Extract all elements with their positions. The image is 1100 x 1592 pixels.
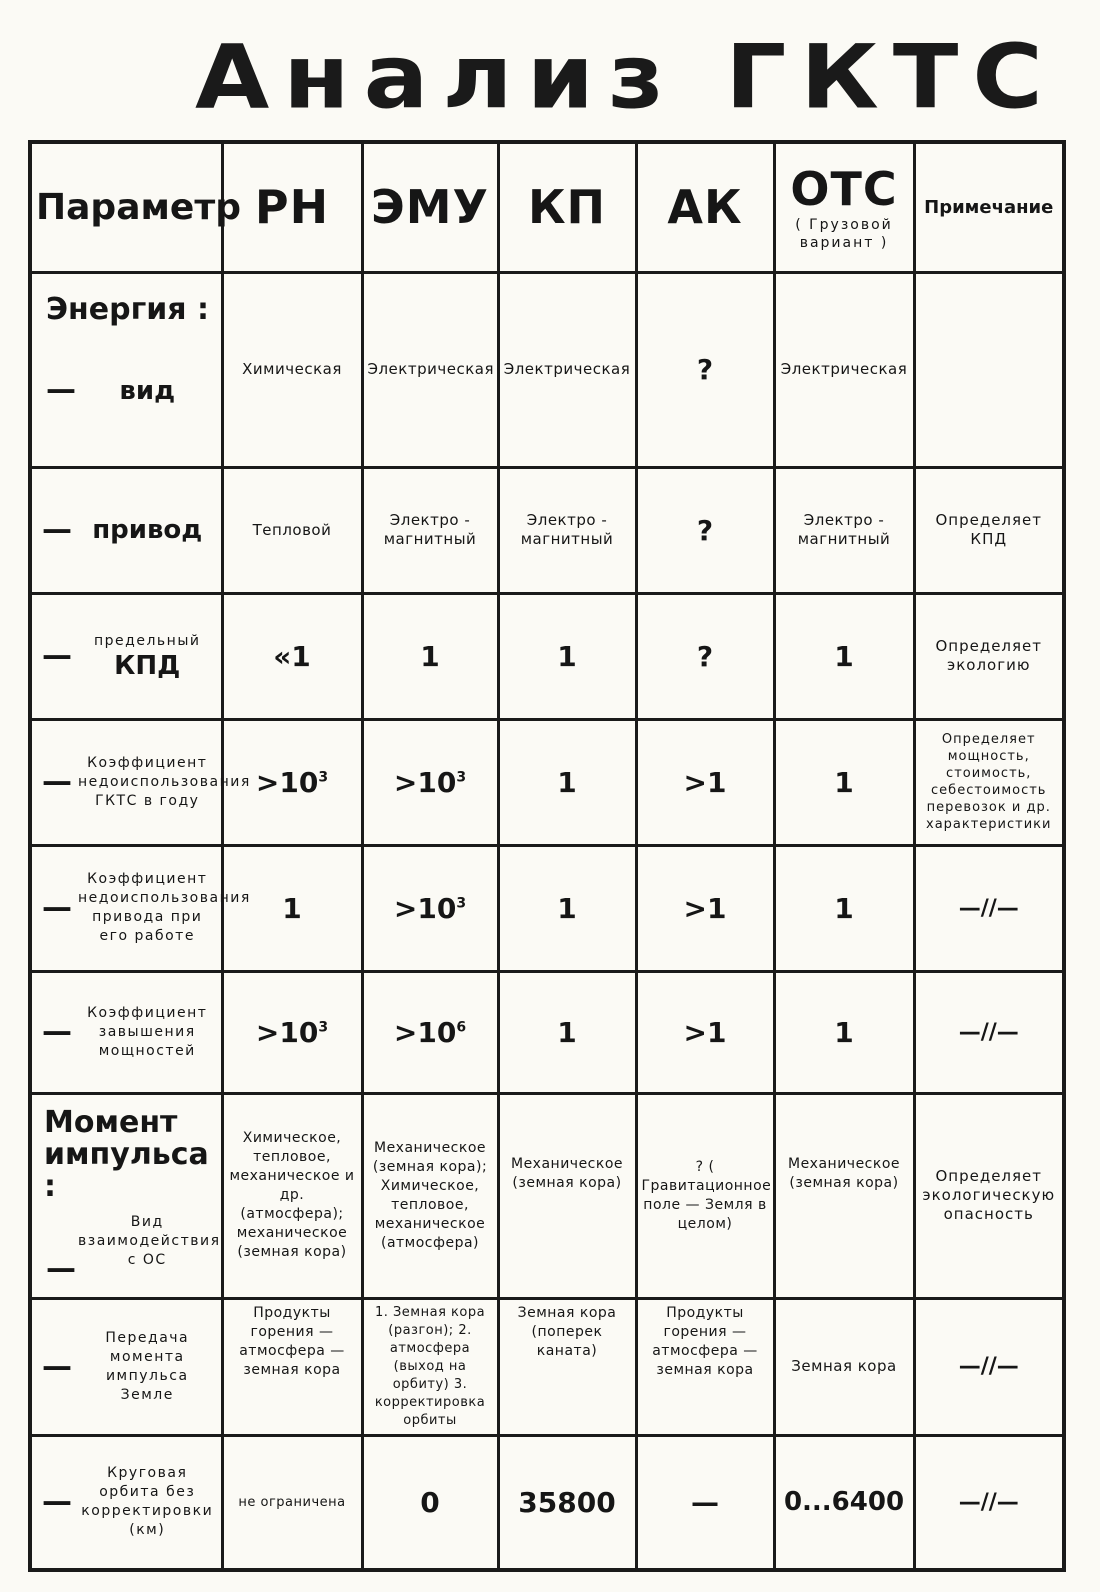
value-cell: не ограничена bbox=[222, 1435, 362, 1570]
header-ots-label: ОТС bbox=[790, 162, 898, 217]
value-cell: Химическая bbox=[222, 272, 362, 467]
param-cell bbox=[30, 1435, 222, 1570]
param-label-small: предельный bbox=[94, 632, 201, 649]
value-cell: Электрическая bbox=[362, 272, 498, 467]
value-cell: ? bbox=[636, 593, 774, 719]
param-label: Коэффициент завышения мощностей bbox=[87, 1004, 208, 1059]
value-cell: 1 bbox=[774, 719, 914, 845]
param-cell bbox=[30, 1093, 222, 1298]
value-cell: Химическое, тепловое, механическое и др. (атмосфера); механическое (земная кора) bbox=[222, 1093, 362, 1298]
table-row bbox=[30, 1298, 1064, 1435]
table-row bbox=[30, 272, 1064, 467]
dash: — bbox=[42, 1484, 72, 1520]
param-label bbox=[78, 632, 217, 681]
dash: — bbox=[42, 1014, 72, 1050]
value-cell: $>10^3$ bbox=[222, 719, 362, 845]
header-col-ak: АК bbox=[636, 142, 774, 272]
value-cell: 0 bbox=[362, 1435, 498, 1570]
header-param: Параметр bbox=[30, 142, 222, 272]
header-col-rn: РН bbox=[222, 142, 362, 272]
note-cell: —//— bbox=[914, 971, 1064, 1093]
value-cell: — bbox=[636, 1435, 774, 1570]
note-cell: —//— bbox=[914, 1435, 1064, 1570]
note-cell: Определяет экологическую опасность bbox=[914, 1093, 1064, 1298]
param-cell bbox=[30, 971, 222, 1093]
value-cell: Земная кора (поперек каната) bbox=[498, 1298, 636, 1435]
table-row bbox=[30, 467, 1064, 593]
header-col-ots bbox=[774, 142, 914, 272]
value-cell: Электро - магнитный bbox=[362, 467, 498, 593]
value-cell: 1 bbox=[498, 719, 636, 845]
value-cell: 1 bbox=[498, 971, 636, 1093]
value-cell: 1. Земная кора (разгон); 2. атмосфера (выход на орбиту) 3. корректировка орбиты bbox=[362, 1298, 498, 1435]
param-label: Передача момента импульса Земле bbox=[105, 1329, 190, 1403]
param-label: привод bbox=[92, 515, 203, 545]
value-cell: 1 bbox=[498, 593, 636, 719]
value-cell: ? ( Гравитационное поле — Земля в целом) bbox=[636, 1093, 774, 1298]
note-cell: Определяет экологию bbox=[914, 593, 1064, 719]
param-cell bbox=[30, 593, 222, 719]
header-col-kp: КП bbox=[498, 142, 636, 272]
table-row bbox=[30, 845, 1064, 971]
param-label: Вид взаимодействия с ОС bbox=[78, 1213, 221, 1268]
dash: — bbox=[42, 638, 72, 674]
dash: — bbox=[42, 890, 72, 926]
param-label: Коэффициент недоиспользования ГКТС в году bbox=[78, 754, 251, 809]
param-label: вид bbox=[119, 375, 176, 406]
param-label: Коэффициент недоиспользования привода при его работе bbox=[78, 871, 251, 944]
dash: — bbox=[42, 764, 72, 800]
value-cell: $>10^6$ bbox=[362, 971, 498, 1093]
value-cell: Электро - магнитный bbox=[498, 467, 636, 593]
header-row bbox=[30, 142, 1064, 272]
dash: — bbox=[46, 372, 76, 407]
table-row bbox=[30, 971, 1064, 1093]
dash: — bbox=[46, 1251, 76, 1286]
value-cell: 0...6400 bbox=[774, 1435, 914, 1570]
note-cell: —//— bbox=[914, 1298, 1064, 1435]
value-cell: >1 bbox=[636, 845, 774, 971]
value-cell: ? bbox=[636, 467, 774, 593]
value-cell: 1 bbox=[362, 593, 498, 719]
param-cell bbox=[30, 719, 251, 845]
value-cell: «1 bbox=[222, 593, 362, 719]
dash: — bbox=[42, 512, 72, 548]
param-label-big: КПД bbox=[114, 650, 181, 681]
note-cell: Определяет КПД bbox=[914, 467, 1064, 593]
page-title: Анализ ГКТС bbox=[195, 25, 1057, 129]
dash: — bbox=[42, 1349, 72, 1384]
value-cell: 35800 bbox=[498, 1435, 636, 1570]
value-cell: $>10^3$ bbox=[362, 719, 498, 845]
param-cell bbox=[30, 1298, 222, 1435]
section-energy: Энергия : bbox=[46, 291, 209, 327]
table-row bbox=[30, 1093, 1064, 1298]
header-note: Примечание bbox=[914, 142, 1064, 272]
header-ots-sub: ( Грузовой вариант ) bbox=[795, 217, 893, 252]
value-cell: Электрическая bbox=[498, 272, 636, 467]
section-moment: Момент импульса : bbox=[44, 1104, 209, 1204]
param-cell bbox=[30, 272, 222, 467]
note-cell: Определяет мощность, стоимость, себестоимость перевозок и др. характеристики bbox=[914, 719, 1064, 845]
table-row bbox=[30, 593, 1064, 719]
note-cell: —//— bbox=[914, 845, 1064, 971]
analysis-table bbox=[28, 140, 1066, 1572]
value-cell: Продукты горения — атмосфера — земная кора bbox=[636, 1298, 774, 1435]
value-cell: Механическое (земная кора); Химическое, тепловое, механическое (атмосфера) bbox=[362, 1093, 498, 1298]
value-cell: Продукты горения — атмосфера — земная кора bbox=[222, 1298, 362, 1435]
table-row bbox=[30, 719, 1064, 845]
value-cell: 1 bbox=[774, 593, 914, 719]
value-cell: $>10^3$ bbox=[362, 845, 498, 971]
param-cell bbox=[30, 467, 222, 593]
value-cell: 1 bbox=[498, 845, 636, 971]
value-cell: Механическое (земная кора) bbox=[498, 1093, 636, 1298]
param-cell bbox=[30, 845, 251, 971]
value-cell: >1 bbox=[636, 719, 774, 845]
value-cell: ? bbox=[636, 272, 774, 467]
value-cell: Тепловой bbox=[222, 467, 362, 593]
value-cell: Электро - магнитный bbox=[774, 467, 914, 593]
value-cell: >1 bbox=[636, 971, 774, 1093]
param-label: Круговая орбита без корректировки (км) bbox=[81, 1465, 214, 1539]
table-row bbox=[30, 1435, 1064, 1570]
value-cell: $>10^3$ bbox=[222, 971, 362, 1093]
value-cell: Земная кора bbox=[774, 1298, 914, 1435]
value-cell: Механическое (земная кора) bbox=[774, 1093, 914, 1298]
header-col-emu: ЭМУ bbox=[362, 142, 498, 272]
value-cell: 1 bbox=[774, 845, 914, 971]
value-cell: 1 bbox=[774, 971, 914, 1093]
value-cell: 1 bbox=[222, 845, 362, 971]
value-cell: Электрическая bbox=[774, 272, 914, 467]
note-cell bbox=[914, 272, 1064, 467]
